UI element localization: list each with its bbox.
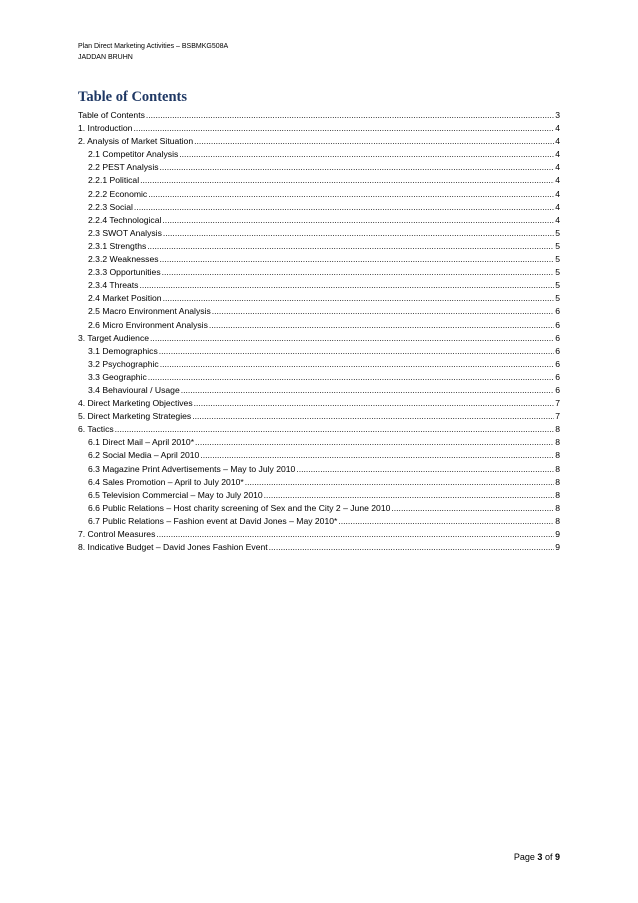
footer-page-word: Page (513, 852, 535, 862)
toc-dot-leader (147, 240, 554, 253)
footer-of-word: of (544, 852, 553, 862)
toc-entry[interactable] (78, 122, 560, 135)
toc-dot-leader (269, 541, 555, 554)
toc-entry-page: 4 (555, 214, 560, 225)
toc-dot-leader (160, 358, 555, 371)
toc-entry-label: 2.2.3 Social (88, 201, 133, 212)
toc-entry-page: 8 (555, 424, 560, 435)
toc-dot-leader (200, 449, 554, 462)
toc-entry[interactable] (78, 201, 560, 214)
toc-entry-label: 5. Direct Marketing Strategies (78, 411, 192, 422)
header-author: JADDAN BRUHN (78, 54, 133, 61)
page-footer (514, 852, 560, 862)
document-header (78, 41, 228, 63)
toc-entry-label: 2.3.1 Strengths (88, 240, 147, 251)
toc-entry-label: 6. Tactics (78, 424, 114, 435)
toc-entry-page: 5 (555, 240, 560, 251)
footer-total-pages: 9 (554, 852, 560, 862)
toc-dot-leader (209, 319, 554, 332)
toc-dot-leader (150, 332, 554, 345)
toc-entry-page: 8 (555, 489, 560, 500)
toc-entry[interactable] (78, 148, 560, 161)
toc-dot-leader (163, 227, 554, 240)
toc-entry-label: 6.6 Public Relations – Host charity screening of Sex and the City 2 – June 2010 (88, 502, 391, 513)
toc-entry-label: 2.2.2 Economic (88, 188, 148, 199)
toc-dot-leader (162, 214, 554, 227)
toc-entry-page: 8 (555, 450, 560, 461)
toc-dot-leader (296, 463, 554, 476)
toc-entry-label: 2.2 PEST Analysis (88, 162, 159, 173)
toc-entry-page: 8 (555, 515, 560, 526)
toc-entry-page: 6 (555, 371, 560, 382)
toc-entry-label: 6.1 Direct Mail – April 2010* (88, 437, 195, 448)
toc-entry[interactable] (78, 358, 560, 371)
toc-entry[interactable] (78, 384, 560, 397)
toc-entry-page: 8 (555, 476, 560, 487)
toc-entry-page: 5 (555, 227, 560, 238)
toc-entry[interactable] (78, 502, 560, 515)
toc-entry[interactable] (78, 109, 560, 122)
toc-entry-label: 3.1 Demographics (88, 345, 158, 356)
toc-entry-label: 6.5 Television Commercial – May to July 2010 (88, 489, 263, 500)
toc-entry[interactable] (78, 319, 560, 332)
toc-dot-leader (179, 148, 554, 161)
toc-dot-leader (159, 345, 554, 358)
toc-dot-leader (212, 305, 554, 318)
toc-entry-page: 6 (555, 306, 560, 317)
toc-entry[interactable] (78, 305, 560, 318)
toc-entry-page: 6 (555, 345, 560, 356)
toc-entry[interactable] (78, 489, 560, 502)
toc-dot-leader (264, 489, 555, 502)
toc-entry-page: 5 (555, 293, 560, 304)
toc-dot-leader (192, 410, 554, 423)
toc-dot-leader (156, 528, 554, 541)
toc-entry-label: 8. Indicative Budget – David Jones Fashion Event (78, 542, 268, 553)
toc-dot-leader (391, 502, 554, 515)
toc-entry-label: 7. Control Measures (78, 529, 156, 539)
table-of-contents (78, 109, 560, 554)
toc-entry-page: 8 (555, 502, 560, 513)
toc-entry[interactable] (78, 463, 560, 476)
toc-heading: Table of Contents (78, 89, 188, 105)
toc-dot-leader (133, 122, 554, 135)
toc-entry[interactable] (78, 423, 560, 436)
toc-dot-leader (194, 135, 554, 148)
toc-entry-page: 9 (555, 529, 560, 539)
toc-entry[interactable] (78, 240, 560, 253)
toc-entry-label: 6.2 Social Media – April 2010 (88, 450, 200, 461)
toc-entry[interactable] (78, 266, 560, 279)
toc-entry-page: 4 (555, 201, 560, 212)
toc-entry[interactable] (78, 436, 560, 449)
toc-entry-label: 2.6 Micro Environment Analysis (88, 319, 208, 330)
toc-entry-label: 3. Target Audience (78, 332, 150, 343)
toc-dot-leader (160, 161, 555, 174)
toc-entry[interactable] (78, 332, 560, 345)
toc-entry[interactable] (78, 135, 560, 148)
toc-dot-leader (148, 188, 554, 201)
toc-entry[interactable] (78, 397, 560, 410)
toc-entry[interactable] (78, 410, 560, 423)
toc-entry[interactable] (78, 279, 560, 292)
toc-entry[interactable] (78, 449, 560, 462)
toc-entry-page: 5 (555, 254, 560, 265)
toc-entry[interactable] (78, 188, 560, 201)
toc-entry-label: 2.2.4 Technological (88, 214, 162, 225)
toc-entry-label: 2.3.3 Opportunities (88, 267, 161, 278)
toc-entry[interactable] (78, 174, 560, 187)
toc-entry-page: 4 (555, 136, 560, 147)
toc-entry[interactable] (78, 161, 560, 174)
toc-entry-page: 7 (555, 398, 560, 409)
toc-dot-leader (163, 292, 555, 305)
toc-entry[interactable] (78, 292, 560, 305)
toc-entry-page: 4 (555, 162, 560, 173)
toc-entry-page: 4 (555, 123, 560, 134)
toc-dot-leader (162, 266, 555, 279)
toc-entry-label: 2. Analysis of Market Situation (78, 136, 194, 147)
toc-entry-label: 3.3 Geographic (88, 371, 147, 382)
toc-entry-label: 6.7 Public Relations – Fashion event at David Jones – May 2010* (88, 515, 338, 526)
toc-entry-page: 6 (555, 332, 560, 343)
toc-dot-leader (195, 436, 554, 449)
toc-entry-page: 4 (555, 149, 560, 160)
toc-dot-leader (194, 397, 555, 410)
toc-entry[interactable] (78, 345, 560, 358)
toc-entry[interactable] (78, 515, 560, 528)
header-course-title: Plan Direct Marketing Activities – BSBMKG508A (78, 43, 229, 50)
toc-entry[interactable] (78, 541, 560, 554)
toc-entry-page: 5 (555, 267, 560, 278)
toc-entry[interactable] (78, 253, 560, 266)
toc-entry-label: 2.2.1 Political (88, 175, 140, 186)
toc-entry-page: 3 (555, 110, 560, 120)
toc-entry-label: 2.3.2 Weaknesses (88, 254, 159, 265)
toc-entry-page: 6 (555, 319, 560, 330)
toc-entry-label: 2.1 Competitor Analysis (88, 149, 179, 160)
toc-dot-leader (160, 253, 555, 266)
toc-dot-leader (140, 174, 554, 187)
toc-dot-leader (139, 279, 554, 292)
toc-entry-page: 6 (555, 384, 560, 395)
toc-entry-label: 6.3 Magazine Print Advertisements – May to July 2010 (88, 463, 296, 474)
toc-dot-leader (146, 109, 554, 122)
toc-entry-label: 6.4 Sales Promotion – April to July 2010* (88, 476, 244, 487)
toc-entry-label: 2.3 SWOT Analysis (88, 227, 162, 238)
toc-entry-label: 4. Direct Marketing Objectives (78, 398, 193, 409)
toc-dot-leader (134, 201, 554, 214)
toc-entry-page: 5 (555, 280, 560, 291)
toc-entry-page: 9 (555, 542, 560, 553)
toc-entry[interactable] (78, 528, 560, 541)
toc-entry-label: 2.4 Market Position (88, 293, 162, 304)
toc-dot-leader (245, 476, 554, 489)
toc-entry-label: 3.2 Psychographic (88, 358, 159, 369)
toc-entry-page: 7 (555, 411, 560, 422)
toc-entry[interactable] (78, 214, 560, 227)
toc-entry-page: 4 (555, 175, 560, 186)
toc-dot-leader (338, 515, 554, 528)
toc-dot-leader (181, 384, 554, 397)
toc-dot-leader (115, 423, 555, 436)
toc-entry-label: 1. Introduction (78, 123, 133, 134)
toc-entry-page: 8 (555, 437, 560, 448)
footer-current-page: 3 (537, 852, 543, 862)
toc-entry-label: 2.3.4 Threats (88, 280, 139, 291)
toc-entry-page: 4 (555, 188, 560, 199)
toc-entry[interactable] (78, 371, 560, 384)
toc-dot-leader (148, 371, 554, 384)
toc-entry-label: 3.4 Behavioural / Usage (88, 384, 180, 395)
toc-entry-label: Table of Contents (78, 110, 145, 120)
toc-entry[interactable] (78, 227, 560, 240)
toc-entry-page: 6 (555, 358, 560, 369)
toc-entry-label: 2.5 Macro Environment Analysis (88, 306, 211, 317)
toc-entry[interactable] (78, 476, 560, 489)
toc-entry-page: 8 (555, 463, 560, 474)
